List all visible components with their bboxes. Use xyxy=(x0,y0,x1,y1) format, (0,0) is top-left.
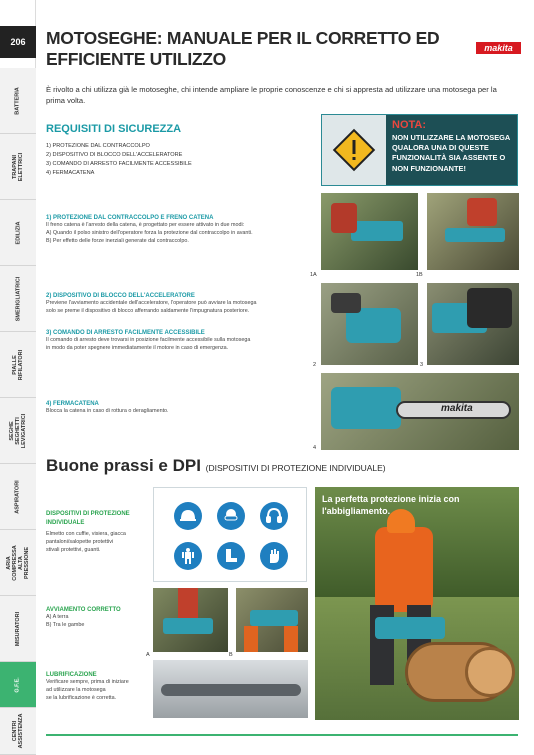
photo-1a xyxy=(321,193,418,270)
sidebar-tab-edilizia[interactable]: EDILIZIA xyxy=(0,200,36,266)
sidebar-tab-centri-assistenza[interactable]: CENTRI ASSISTENZA xyxy=(0,708,36,755)
sidebar-tab-trapani[interactable]: TRAPANI ELETTRICI xyxy=(0,134,36,200)
list-item: 4) FERMACATENA xyxy=(46,170,95,176)
footer-divider xyxy=(46,734,518,736)
photo-lubrificazione xyxy=(153,660,308,718)
photo-4 xyxy=(321,373,519,450)
photo-label: 2 xyxy=(313,362,317,368)
photo-label: B xyxy=(229,652,233,658)
ear-protection-icon xyxy=(260,502,288,530)
dpi-title: Buone prassi e DPI (DISPOSITIVI DI PROTEZIONE INDIVIDUALE) xyxy=(46,456,386,475)
dpi-icons-panel xyxy=(153,487,307,582)
sidebar-tab-pialle[interactable]: PIALLE RIFILATORI xyxy=(0,332,36,398)
photo-a xyxy=(153,588,228,652)
photo-b xyxy=(236,588,308,652)
detail-4: 4) FERMACATENA Blocca la catena in caso di rottura o deragliamento. xyxy=(46,401,169,414)
page-title: MOTOSEGHE: MANUALE PER IL CORRETTO ED EFFICIENTE UTILIZZO xyxy=(46,28,440,69)
sidebar-tab-smerigliatrici[interactable]: SMERIGLIATRICI xyxy=(0,266,36,332)
makita-logo: makita xyxy=(476,42,521,54)
sidebar-tab-aria-compressa[interactable]: ARIA COMPRESSA ALTA PRESSIONE xyxy=(0,530,36,596)
detail-title: 1) PROTEZIONE DAL CONTRACCOLPO E FRENO CATENA xyxy=(46,215,214,221)
sidebar xyxy=(0,0,36,755)
requisiti-list xyxy=(46,142,306,178)
sidebar-tab-batteria[interactable]: BATTERIA xyxy=(0,68,36,134)
goggles-icon xyxy=(217,502,245,530)
requisiti-title: REQUISITI DI SICUREZZA xyxy=(46,123,182,135)
helmet-icon xyxy=(174,502,202,530)
avviamento-block: AVVIAMENTO CORRETTO A) A terra B) Tra le gambe xyxy=(46,607,121,628)
detail-2: 2) DISPOSITIVO DI BLOCCO DELL'ACCELERATORE Previene l'avviamento accidentale dell'acceleratore, l'operatore può avviare la motosega solo se preme il dispositivo di blocco afferrando saldamente l'impugnatura posteriore. xyxy=(46,293,257,314)
detail-1: 1) PROTEZIONE DAL CONTRACCOLPO E FRENO CATENA Il freno catena è l'arresto della catena, è progettato per essere attivato in due modi: A) Quando il polso sinistro dell'operatore forza la protezione dal contraccolpo in avanti. B) Per effetto delle forze inerziali generate dal contraccolpo. xyxy=(46,215,308,245)
sidebar-tab-gfe[interactable]: G.F.E. xyxy=(0,662,36,708)
photo-label: A xyxy=(146,652,150,658)
list-item: 3) COMANDO DI ARRESTO FACILMENTE ACCESSIBILE xyxy=(46,161,192,167)
nota-box xyxy=(321,114,518,186)
sidebar-tab-aspiratori[interactable]: ASPIRATORI xyxy=(0,464,36,530)
photo-label: 3 xyxy=(420,362,424,368)
photo-caption: La perfetta protezione inizia con l'abbigliamento. xyxy=(322,494,460,516)
sidebar-tab-seghe[interactable]: SEGHE SEGHETTI LEVIGATRICI xyxy=(0,398,36,464)
photo-label: 1B xyxy=(416,272,423,278)
photo-1b xyxy=(427,193,519,270)
intro-text: È rivolto a chi utilizza già le motoseghe, chi intende ampliare le proprie conoscenze e chi si appresta ad utilizzare una motosega per la prima volta. xyxy=(46,85,497,105)
protective-suit-icon xyxy=(174,542,202,570)
photo-2 xyxy=(321,283,418,365)
page-number: 206 xyxy=(0,26,36,58)
nota-text: NON UTILIZZARE LA MOTOSEGA QUALORA UNA DI QUESTE FUNZIONALITÀ SIA ASSENTE O NON FUNZIONANTE! xyxy=(392,133,510,173)
photo-3 xyxy=(427,283,519,365)
gloves-icon xyxy=(260,542,288,570)
list-item: 2) DISPOSITIVO DI BLOCCO DELL'ACCELERATORE xyxy=(46,152,183,158)
boots-icon xyxy=(217,542,245,570)
warning-icon xyxy=(322,115,386,185)
photo-label: 4 xyxy=(313,445,317,451)
lubrificazione-block: LUBRIFICAZIONE Verificare sempre, prima di iniziare ad utilizzare la motosega se la lubrificazione è corretta. xyxy=(46,672,129,701)
dispositivi-block: DISPOSITIVI DI PROTEZIONE INDIVIDUALE Elmetto con cuffie, visiera, giacca pantaloni/salopette protettivi stivali protettivi, guanti. xyxy=(46,511,130,553)
photo-label: 1A xyxy=(310,272,317,278)
list-item: 1) PROTEZIONE DAL CONTRACCOLPO xyxy=(46,143,150,149)
sidebar-tab-misuratori[interactable]: MISURATORI xyxy=(0,596,36,662)
detail-3: 3) COMANDO DI ARRESTO FACILMENTE ACCESSIBILE Il comando di arresto deve trovarsi in posizione facilmente accessibile sulla motosega in modo da poter spegnere immediatamente il motore in caso di emergenza. xyxy=(46,330,251,351)
nota-title: NOTA: xyxy=(392,119,427,131)
protection-photo xyxy=(315,487,519,720)
chain-brand: makita xyxy=(441,403,473,414)
